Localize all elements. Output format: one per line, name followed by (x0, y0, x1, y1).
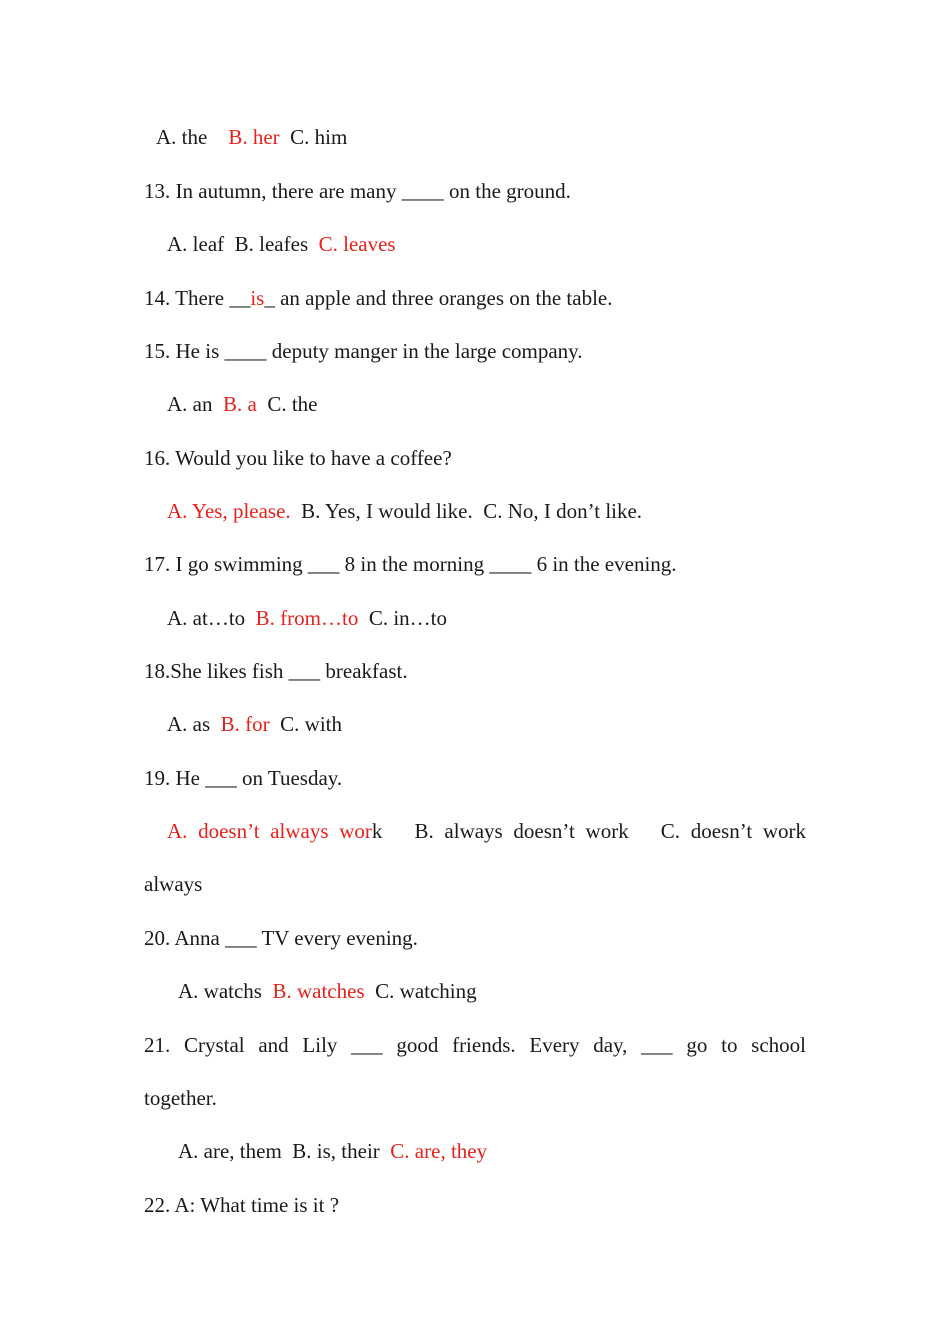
q17-options (167, 605, 829, 631)
q20-option-c: C. watching (375, 979, 477, 1003)
q19-option-c-continued: always (144, 872, 203, 896)
q19-option-c: C. doesn’t work (660, 819, 806, 843)
q16-option-a-answer: A. Yes, please. (167, 499, 291, 523)
q20-options (178, 978, 840, 1004)
q22-question: 22. A: What time is it ? (144, 1193, 340, 1217)
q20-option-b-answer: B. watches (272, 979, 365, 1003)
q13-option-a: A. leaf (167, 232, 225, 256)
q12-option-c: C. him (290, 125, 348, 149)
q13-question: 13. In autumn, there are many ____ on the ground. (144, 179, 571, 203)
q21-option-c-answer: C. are, they (390, 1139, 488, 1163)
q15-option-b-answer: B. a (223, 392, 257, 416)
q20-question: 20. Anna ___ TV every evening. (144, 926, 418, 950)
q18-option-c: C. with (280, 712, 343, 736)
q16-option-b: B. Yes, I would like. (301, 499, 473, 523)
q16-question: 16. Would you like to have a coffee? (144, 446, 452, 470)
q19-option-b: B. always doesn’t work (414, 819, 629, 843)
q16-options (167, 498, 829, 524)
q15-options (167, 391, 829, 417)
q17-option-b-answer: B. from…to (255, 606, 359, 630)
q18-option-b-answer: B. for (220, 712, 270, 736)
q12-option-a: A. the (156, 125, 208, 149)
q20-option-a: A. watchs (178, 979, 262, 1003)
q17-option-a: A. at…to (167, 606, 246, 630)
q13-options (167, 231, 829, 257)
q21-option-b: B. is, their (292, 1139, 380, 1163)
q15-question: 15. He is ____ deputy manger in the large company. (144, 339, 583, 363)
q21-question-continued: together. (144, 1086, 217, 1110)
q15-option-c: C. the (267, 392, 318, 416)
q19-question: 19. He ___ on Tuesday. (144, 766, 343, 790)
q18-question: 18.She likes fish ___ breakfast. (144, 659, 408, 683)
q19-option-a-answer: A. doesn’t always wor (167, 819, 372, 843)
q13-option-c-answer: C. leaves (318, 232, 396, 256)
q14-question (144, 285, 806, 311)
q18-options (167, 711, 829, 737)
q13-option-b: B. leafes (234, 232, 309, 256)
q17-option-c: C. in…to (368, 606, 448, 630)
q21-options (178, 1138, 840, 1164)
q21-option-a: A. are, them (178, 1139, 282, 1163)
q21-question: 21. Crystal and Lily ___ good friends. Every day, ___ go to school (144, 1033, 806, 1057)
q16-option-c: C. No, I don’t like. (483, 499, 643, 523)
q12-options (156, 124, 818, 150)
q15-option-a: A. an (167, 392, 213, 416)
q12-option-b-answer: B. her (228, 125, 280, 149)
q19-options (167, 818, 806, 844)
q18-option-a: A. as (167, 712, 211, 736)
q14-question-post: _ an apple and three oranges on the table. (264, 286, 613, 310)
q14-answer: is (250, 286, 265, 310)
q17-question: 17. I go swimming ___ 8 in the morning ____ 6 in the evening. (144, 552, 677, 576)
q14-question-pre: 14. There __ (144, 286, 251, 310)
q19-option-a-tail: k (371, 819, 383, 843)
